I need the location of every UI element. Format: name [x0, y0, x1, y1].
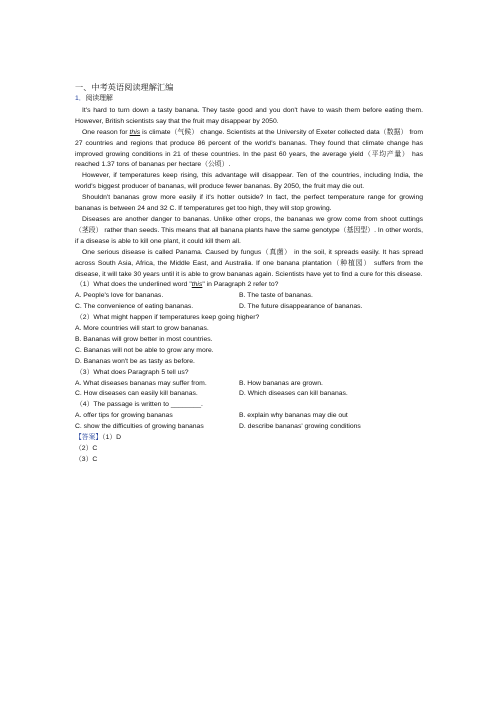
question-4-stem: （4）The passage is written to ________.: [76, 401, 203, 409]
question-3-option-a: A. What diseases bananas may suffer from.: [75, 379, 207, 387]
answer-tag: 【答案】: [75, 434, 103, 442]
question-3-option-c: C. How diseases can easily kill bananas.: [75, 390, 198, 398]
answer-line-1: [75, 433, 423, 444]
question-1-stem-end: " in Paragraph 2 refer to?: [202, 281, 279, 289]
question-4-option-a: A. offer tips for growing bananas: [75, 412, 173, 420]
paragraph-6: One serious disease is called Panama. Caused by fungus（真菌） in the soil, it spreads easily. It has spread across South Asia, Africa, the Middle East, and Australia. If one banana plantation（种植园） suffers from the disease, it will take 30 years until it is able to grow bananas again. Scientists have yet to find a cure for this disease.: [75, 248, 423, 278]
paragraph-4: Shouldn't bananas grow more easily if it's hotter outside? In fact, the perfect temperature range for growing bananas is between 24 and 32 C. If temperatures get too high, they will stop growing.: [75, 194, 423, 213]
question-2-option-a: A. More countries will start to grow bananas.: [75, 325, 209, 333]
question-3-option-d: D. Which diseases can kill bananas.: [239, 390, 348, 398]
answer-1: （1）D: [102, 434, 122, 442]
question-1-underlined-word: this: [191, 281, 203, 289]
question-2-option-c: C. Bananas will not be able to grow any more.: [75, 346, 214, 354]
paragraph-1: It's hard to turn down a tasty banana. They taste good and you don't have to wash them before eating them. However, British scientists say that the fruit may disappear by 2050.: [75, 106, 423, 125]
question-4-option-d: D. describe bananas' growing conditions: [239, 423, 361, 431]
question-3-options-row-2: [75, 389, 423, 400]
document-content: [75, 82, 423, 466]
question-3-option-b: B. How bananas are grown.: [239, 379, 323, 387]
question-1-options-row-2: [75, 302, 423, 313]
question-1-option-c: C. The convenience of eating bananas.: [75, 303, 194, 311]
question-2-stem: （2）What might happen if temperatures keep going higher?: [76, 314, 260, 322]
question-4-option-b: B. explain why bananas may die out: [239, 412, 348, 420]
paragraph-2-rest: is climate（气候） change. Scientists at the University of Exeter collected data（数据） from 27 countries and regions that produce 86 percent of the world's bananas. They found that climate change has improved growing conditions in 21 of these countries. In the past 60 years, the average yield（平均产量） has reached 1.37 tons of bananas per hectare（公顷）.: [75, 128, 424, 169]
question-1-stem: [75, 280, 423, 291]
question-3-stem: （3）What does Paragraph 5 tell us?: [76, 368, 189, 376]
question-3-options-row-1: [75, 379, 423, 390]
question-1-options-row-1: [75, 291, 423, 302]
item-heading: [75, 94, 423, 105]
paragraph-2: [75, 128, 423, 172]
question-2-option-d: D. Bananas won't be as tasty as before.: [75, 357, 195, 365]
question-4-options-row-2: [75, 422, 423, 433]
question-1-option-a: A. People's love for bananas.: [75, 292, 164, 300]
underlined-word: this: [129, 128, 141, 136]
question-1-stem-start: （1）What does the underlined word ": [76, 281, 192, 289]
question-1-option-b: B. The taste of bananas.: [239, 292, 313, 300]
answer-3: （3）C: [75, 455, 98, 463]
section-title: 一、中考英语阅读理解汇编: [75, 83, 174, 92]
paragraph-5: Diseases are another danger to bananas. Unlike other crops, the bananas we grow come from shoot cuttings（茎段） rather than seeds. This means that all banana plants have the same genotype（基因型）. In other words, if a disease is able to kill one plant, it could kill them all.: [75, 215, 423, 245]
question-4-options-row-1: [75, 411, 423, 422]
question-2-option-b: B. Bananas will grow better in most countries.: [75, 335, 213, 343]
answer-2: （2）C: [75, 445, 98, 452]
question-1-option-d: D. The future disappearance of bananas.: [239, 303, 363, 311]
item-number: 1．: [75, 95, 86, 102]
item-label: 阅读理解: [85, 95, 113, 102]
paragraph-2-start: One reason for: [82, 128, 130, 136]
question-4-option-c: C. show the difficulties of growing bananas: [75, 423, 204, 431]
paragraph-3: However, if temperatures keep rising, this advantage will disappear. Ten of the countries, including India, the world's biggest producer of bananas, will produce fewer bananas. By 2050, the fruit may die out.: [75, 172, 423, 191]
